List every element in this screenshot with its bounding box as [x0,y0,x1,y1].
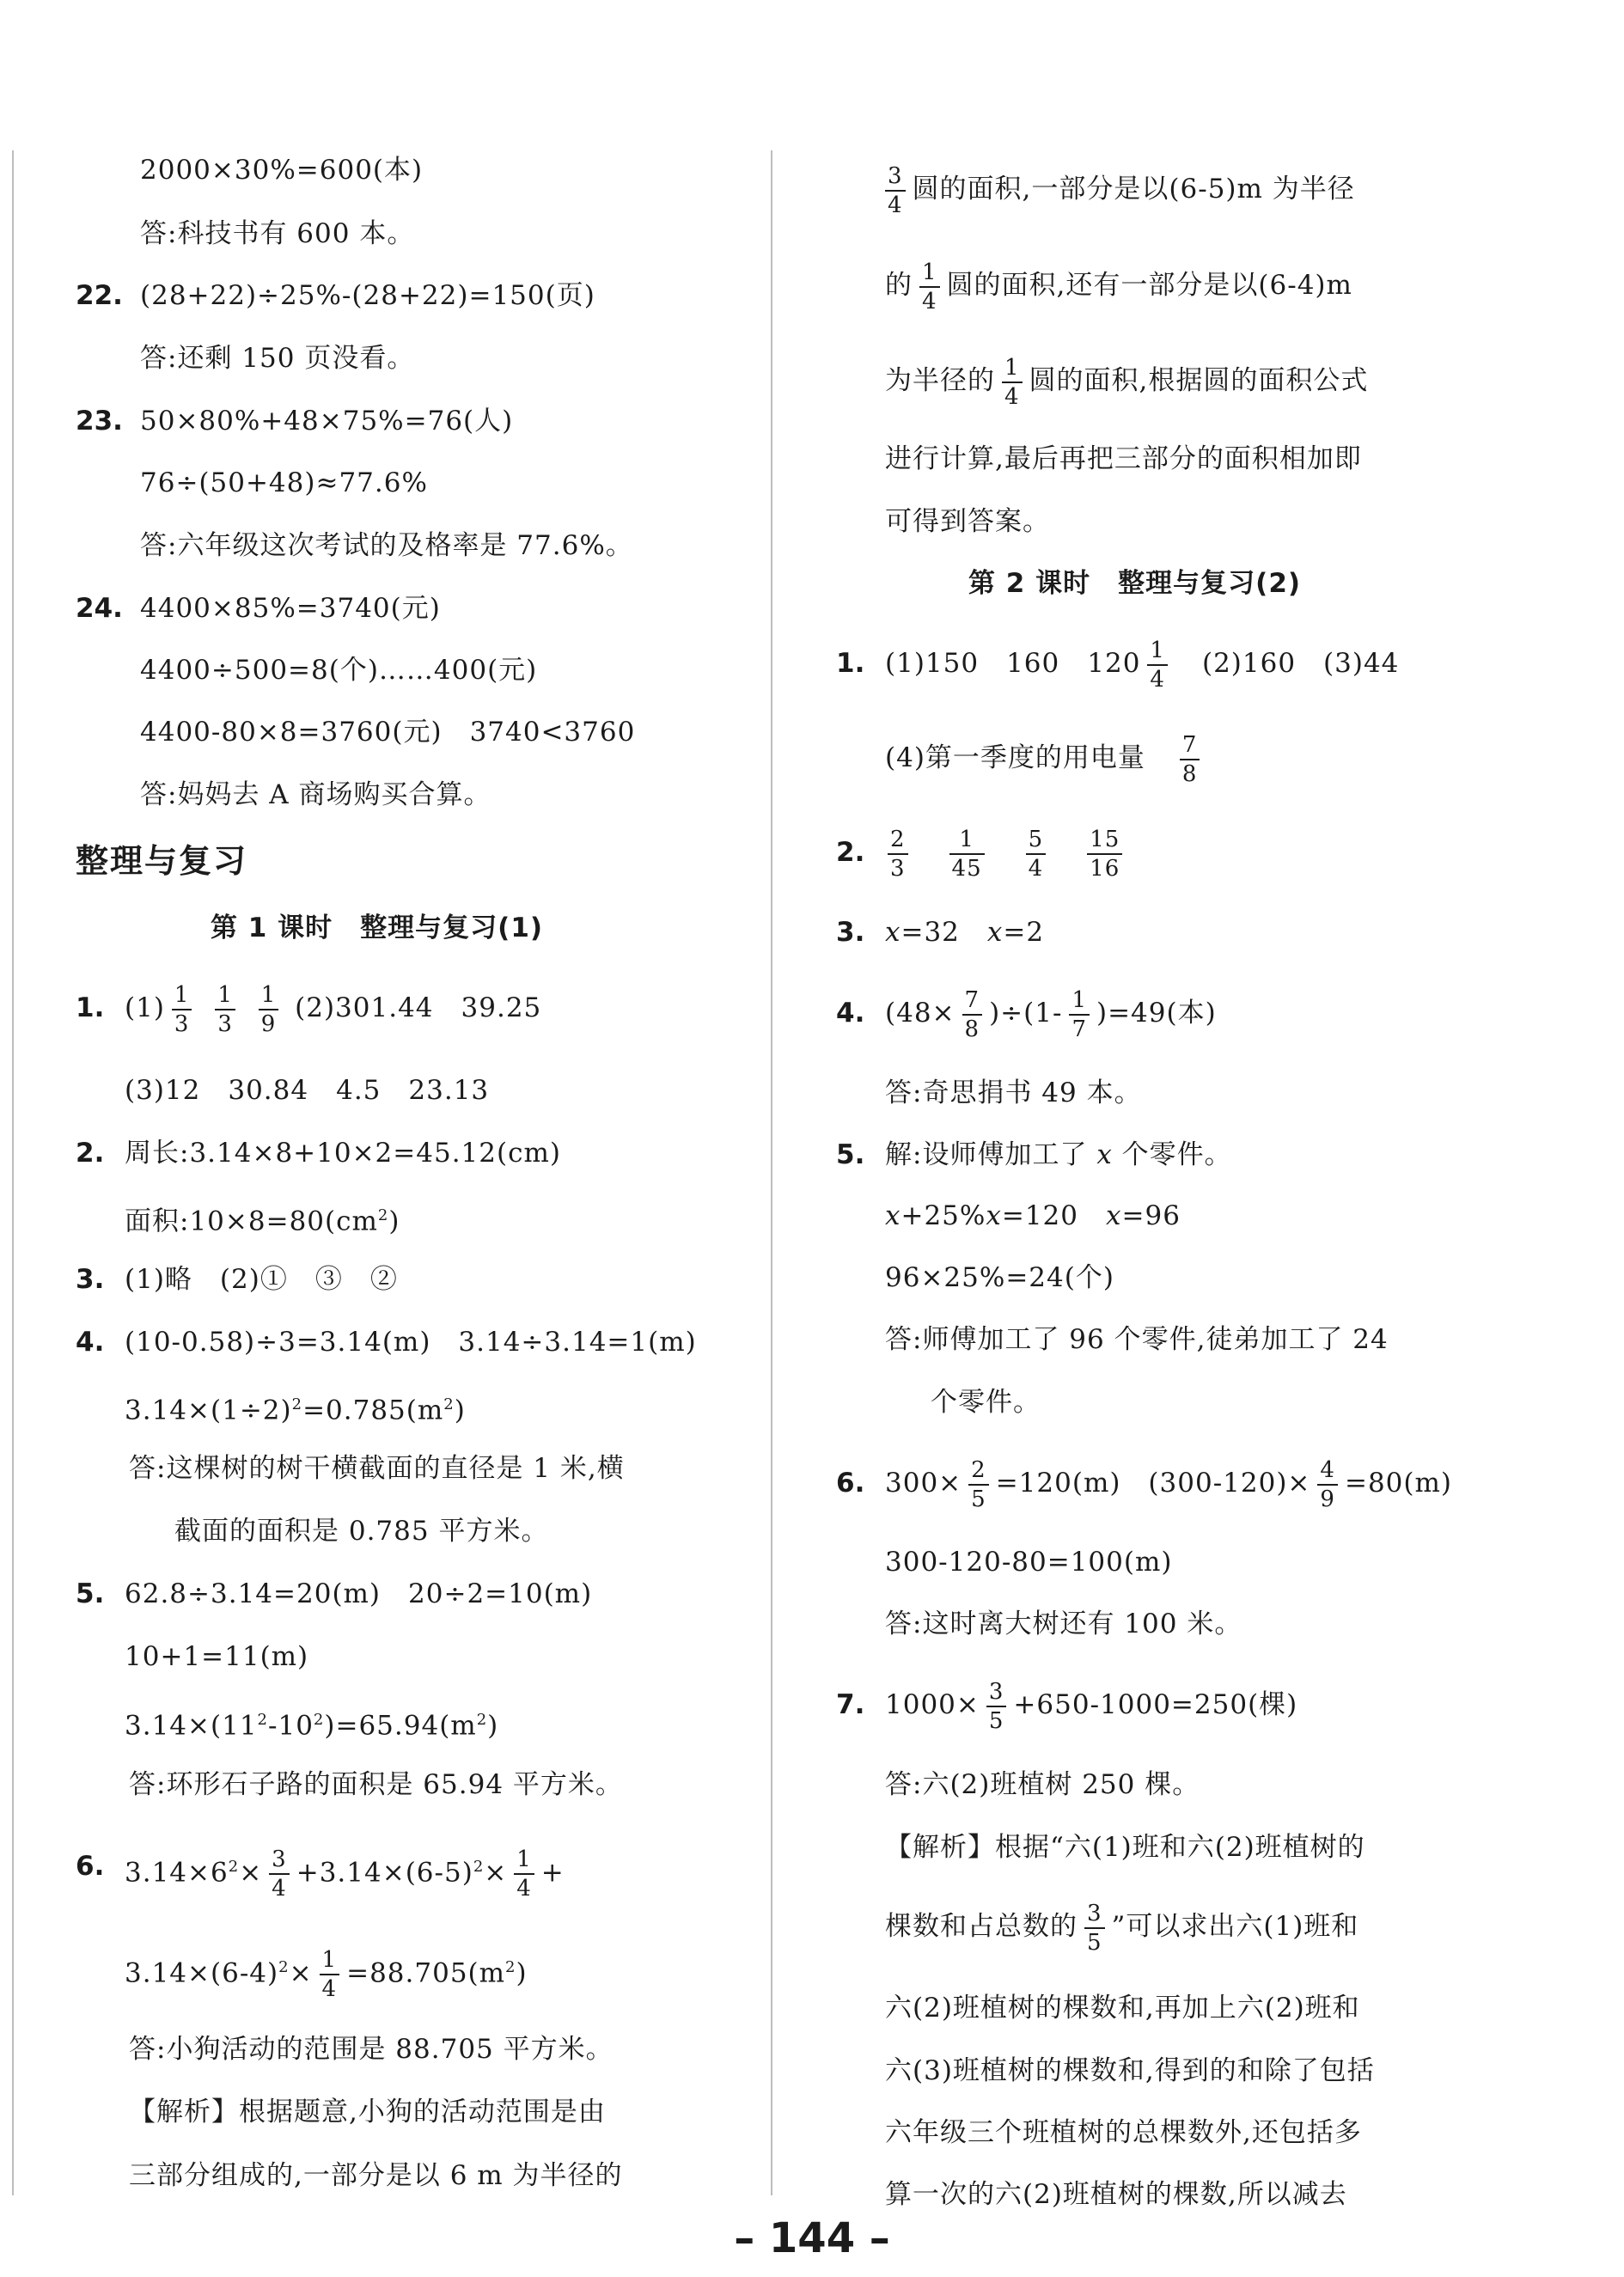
text-line [881,814,1129,891]
text-line: 76÷(50+48)≈77.6% [140,467,428,498]
fraction: $\frac{1}{4}$ [514,1848,534,1900]
fraction: $\frac{5}{4}$ [1026,828,1047,880]
question-number: 3. [836,917,865,948]
fraction: $\frac{4}{9}$ [1317,1459,1338,1511]
lesson-title: 第 1 课时 整理与复习(1) [211,913,544,943]
left-column [0,0,765,2277]
answer-line: 答:这时离大树还有 100 米。 [885,1609,1242,1639]
text-line: 解:设师傅加工了 x 个零件。 [885,1139,1232,1170]
text-line: 4400×85%=3740(元) [140,593,441,624]
analysis-line: 三部分组成的,一部分是以 6 m 为半径的 [129,2160,623,2191]
analysis-line: 【解析】根据“六(1)班和六(2)班植树的 [885,1832,1365,1863]
text-line: (3)12 30.84 4.5 23.13 [125,1075,490,1106]
text-line: $3.14\times(1\div 2)^2=0.785(m^2)$ [125,1395,466,1426]
text-line: 10+1=11(m) [125,1641,309,1672]
text-line: x+25%x=120 x=96 [885,1200,1181,1231]
answer-line: 答:环形石子路的面积是 65.94 平方米。 [129,1769,623,1800]
fraction: $\frac{1}{4}$ [1147,639,1168,691]
text-line: 面积$:10\times 8=80(cm^2)$ [125,1206,400,1237]
question-number: 2. [76,1138,105,1169]
text-line: 4400÷500=8(个)……400(元) [140,655,538,686]
text-line: 1000× $\frac{3}{5}$ +650-1000=250(棵) [885,1678,1298,1734]
text-line: (1) $\frac{1}{3}$ $\frac{1}{3}$ $\frac{1}{9}$ (2)301.44 39.25 [125,981,542,1037]
answer-line: 答:这棵树的树干横截面的直径是 1 米,横 [129,1453,625,1484]
lesson-title: 第 2 课时 整理与复习(2) [968,568,1302,599]
question-number: 5. [76,1578,105,1609]
answer-line: 答:师傅加工了 96 个零件,徒弟加工了 24 [885,1324,1389,1355]
analysis-line: 算一次的六(2)班植树的棵数,所以减去 [885,2179,1347,2210]
analysis-line: 六年级三个班植树的总棵数外,还包括多 [885,2117,1362,2148]
text-line: $3.14\times(11^2-10^2)=65.94(m^2)$ [125,1710,499,1742]
question-number: 4. [76,1327,105,1358]
analysis-line: $\frac{3}{4}$ 圆的面积,一部分是以(6-5)m 为半径 [885,150,1355,228]
text-line: 50×80%+48×75%=76(人) [140,406,514,436]
page-number: – 144 – [734,2214,890,2262]
text-line: (4)第一季度的用电量 $\frac{7}{8}$ [885,719,1206,797]
answer-line: 答:科技书有 600 本。 [140,218,415,249]
text-line: 4400-80×8=3760(元) 3740<3760 [140,717,636,748]
fraction: $\frac{2}{3}$ [888,828,908,880]
fraction: $\frac{1}{9}$ [259,984,279,1035]
text-line: (1)150 160 120 $\frac{1}{4}$ (2)160 (3)44 [885,637,1400,693]
question-number: 3. [76,1264,105,1295]
right-column [778,0,1624,2277]
question-number: 7. [836,1689,865,1720]
fraction: $\frac{1}{45}$ [949,828,985,880]
fraction: $\frac{1}{3}$ [215,984,235,1035]
question-number: 1. [836,648,865,679]
text-line: 300-120-80=100(m) [885,1547,1173,1578]
section-title: 整理与复习 [76,842,248,880]
fraction: $\frac{1}{4}$ [320,1949,340,2000]
question-number: 4. [836,998,865,1029]
question-number: 1. [76,992,105,1023]
analysis-line: 六(2)班植树的棵数和,再加上六(2)班和 [885,1993,1360,2024]
answer-line: 答:还剩 150 页没看。 [140,343,415,374]
analysis-line: 进行计算,最后再把三部分的面积相加即 [885,443,1362,474]
fraction: $\frac{3}{4}$ [269,1848,290,1900]
text-line: 周长:3.14×8+10×2=45.12(cm) [125,1138,561,1169]
fraction: $\frac{7}{8}$ [962,989,983,1041]
analysis-line: 【解析】根据题意,小狗的活动范围是由 [129,2097,606,2127]
text-line: (10-0.58)÷3=3.14(m) 3.14÷3.14=1(m) [125,1327,697,1358]
fraction: $\frac{15}{16}$ [1087,828,1122,880]
fraction: $\frac{1}{4}$ [1002,357,1023,408]
answer-line: 答:奇思捐书 49 本。 [885,1077,1142,1108]
text-line: 96×25%=24(个) [885,1262,1114,1293]
question-number: 23. [76,406,123,436]
text-line: (1)略 (2)① ③ ② [125,1264,398,1295]
text-line: (28+22)÷25%-(28+22)=150(页) [140,280,595,311]
analysis-line: 为半径的 $\frac{1}{4}$ 圆的面积,根据圆的面积公式 [885,354,1369,410]
question-number: 6. [836,1468,865,1499]
text-line: 300× $\frac{2}{5}$ =120(m) (300-120)× $\frac{4}{9}$ =80(m) [885,1456,1452,1512]
analysis-line: 可得到答案。 [885,506,1050,537]
analysis-line: 棵数和占总数的 $\frac{3}{5}$ ”可以求出六(1)班和 [885,1900,1359,1956]
question-number: 22. [76,280,123,311]
text-line: $3.14\times 6^2\times$ $\frac{3}{4}$ $+3.14\times(6-5)^2\times$ $\frac{1}{4}$ + [125,1846,565,1902]
question-number: 24. [76,593,123,624]
question-number: 5. [836,1139,865,1170]
fraction: $\frac{3}{5}$ [1084,1902,1105,1954]
fraction: $\frac{1}{4}$ [919,261,940,313]
analysis-line: 六(3)班植树的棵数和,得到的和除了包括 [885,2055,1375,2086]
analysis-line: 的 $\frac{1}{4}$ 圆的面积,还有一部分是以(6-4)m [885,259,1352,314]
answer-line: 截面的面积是 0.785 平方米。 [174,1516,549,1547]
text-line: (48× $\frac{7}{8}$ )÷(1- $\frac{1}{7}$ )=49(本) [885,986,1217,1042]
answer-line: 个零件。 [931,1387,1041,1418]
fraction: $\frac{1}{3}$ [172,984,192,1035]
fraction: $\frac{7}{8}$ [1180,734,1200,785]
text-line: x=32 x=2 [885,917,1045,948]
question-number: 6. [76,1851,105,1882]
fraction: $\frac{3}{4}$ [885,165,906,217]
text-line: $3.14\times(6-4)^2\times$ $\frac{1}{4}$ $=88.705(m^2)$ [125,1946,528,2002]
text-line: 2000×30%=600(本) [140,155,424,186]
answer-line: 答:妈妈去 A 商场购买合算。 [140,779,491,810]
fraction: $\frac{1}{7}$ [1069,989,1090,1041]
text-line: 62.8÷3.14=20(m) 20÷2=10(m) [125,1578,593,1609]
answer-line: 答:小狗活动的范围是 88.705 平方米。 [129,2034,614,2065]
fraction: $\frac{2}{5}$ [968,1459,989,1511]
column-divider [771,150,772,2195]
question-number: 2. [836,837,865,868]
answer-line: 答:六年级这次考试的及格率是 77.6%。 [140,530,633,561]
fraction: $\frac{3}{5}$ [986,1681,1007,1732]
answer-line: 答:六(2)班植树 250 棵。 [885,1769,1200,1800]
